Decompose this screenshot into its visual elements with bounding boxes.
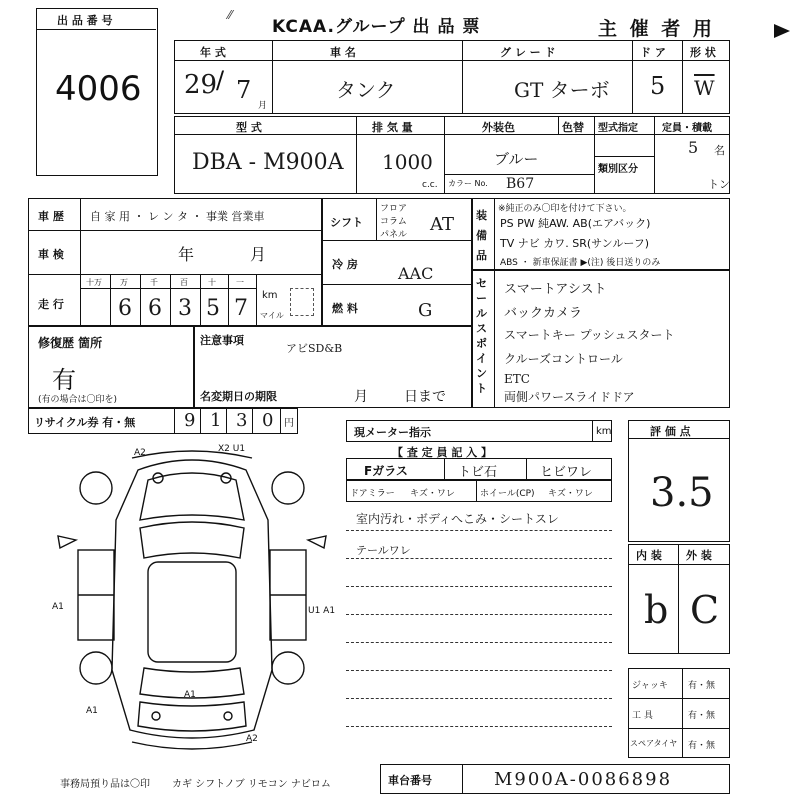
aircon-label: 冷 房 <box>332 258 358 271</box>
mirror-label: ドアミラー <box>350 489 395 499</box>
shift-label: シフト <box>330 216 363 229</box>
recycle-digit: 3 <box>236 410 248 431</box>
shape-value: $\overline{W}$ <box>694 76 715 100</box>
remark-line: 室内汚れ・ボディへこみ・シートスレ <box>356 512 559 526</box>
appraisal-header: 【 査 定 員 記 入 】 <box>392 446 492 459</box>
sales-point-item: スマートアシスト <box>504 282 607 297</box>
recycle-digit: 0 <box>262 410 274 431</box>
ton-unit: トン <box>708 178 730 191</box>
month-unit: 月 <box>258 101 268 111</box>
mark-bottom: A2 <box>246 734 258 744</box>
recycle-label: リサイクル券 有・無 <box>34 416 136 429</box>
mark-left: A1 <box>52 602 64 612</box>
meter-unit: km <box>596 426 612 437</box>
sales-point-item: クルーズコントロール <box>504 352 623 366</box>
equipment-label: 装 備 品 <box>476 209 487 262</box>
displacement-value: 1000 <box>382 150 433 174</box>
year-slash: / <box>216 66 225 94</box>
aircon-value: AAC <box>398 264 434 283</box>
digit-header-10k: 万 <box>120 278 128 287</box>
shift-option-column: コラム <box>380 217 407 227</box>
sheet-title: KCAA.グループ 出 品 票 <box>272 17 481 37</box>
mark-rear: A1 <box>184 690 196 700</box>
capacity-label: 定員・積載 <box>662 123 712 134</box>
lot-number: 4006 <box>55 69 142 109</box>
inspection-month-unit: 月 <box>250 245 267 264</box>
mileage-digit: 7 <box>234 296 248 321</box>
mark-right: U1 A1 <box>308 606 336 616</box>
mile-label: マイル <box>260 311 284 320</box>
name-change-day-unit: 日まで <box>404 389 446 405</box>
sales-point-item: バックカメラ <box>504 306 583 321</box>
tools-jack-value: 有・無 <box>688 681 716 691</box>
recycle-digit: 1 <box>210 410 222 431</box>
mark-rear2: A1 <box>86 706 98 716</box>
grade-value: GT ターボ <box>514 78 610 102</box>
lot-label: 出 品 番 号 <box>57 14 113 27</box>
mileage-digit: 3 <box>178 296 192 321</box>
chassis-label: 車台番号 <box>388 774 432 787</box>
wheel-label: ホイール(CP) <box>480 489 535 499</box>
tools-tool-value: 有・無 <box>688 711 716 721</box>
inspection-label: 車 検 <box>38 248 64 261</box>
year-value: 29 <box>184 70 218 100</box>
model-label: 型 式 <box>236 121 262 134</box>
score-label: 評 価 点 <box>650 425 691 438</box>
mileage-digit: 6 <box>118 296 132 321</box>
color-no-value: B67 <box>506 176 535 192</box>
fuel-label: 燃 料 <box>332 302 358 315</box>
shape-label: 形 状 <box>690 46 716 59</box>
month-value: 7 <box>236 76 252 104</box>
doors-value: 5 <box>650 72 666 100</box>
doors-label: ド ア <box>640 46 666 59</box>
lot-box <box>36 8 158 176</box>
notices-label: 注意事項 <box>200 334 244 347</box>
model-designation-label: 型式指定 <box>598 123 638 134</box>
dash-mark: ⁄⁄ <box>228 8 233 22</box>
mark-roof: X2 U1 <box>218 444 246 454</box>
displacement-label: 排 気 量 <box>372 121 413 134</box>
shift-option-panel: パネル <box>380 230 408 240</box>
mileage-label: 走 行 <box>38 298 64 311</box>
tools-spare-label: スペアタイヤ <box>630 739 678 748</box>
repair-label: 修復歴 箇所 <box>38 336 103 350</box>
mileage-digit: 6 <box>148 296 162 321</box>
recycle-digit: 9 <box>184 410 196 431</box>
car-name-value: タンク <box>336 78 396 102</box>
name-change-month-unit: 月 <box>354 389 368 405</box>
shift-option-floor: フロア <box>380 204 408 214</box>
equipment-line3: ABS ・ 新車保証書 ▶(注) 後日送りのみ <box>500 258 661 268</box>
mileage-checkbox[interactable] <box>290 288 314 316</box>
km-label: km <box>262 290 278 301</box>
shift-value: AT <box>430 214 455 235</box>
cc-unit: c.c. <box>422 180 438 190</box>
meter-label: 現メーター指示 <box>354 426 431 439</box>
car-name-label: 車 名 <box>330 46 356 59</box>
sales-point-item: ETC <box>504 372 530 386</box>
copy-label: 主 催 者 用 <box>598 18 715 40</box>
repair-note: (有の場合は〇印を) <box>38 395 118 405</box>
arrow-marker <box>774 24 790 38</box>
chip-label: トビ石 <box>458 465 498 480</box>
mark-front: A2 <box>134 448 146 458</box>
tools-jack-label: ジャッキ <box>632 681 668 691</box>
score-value: 3.5 <box>650 470 714 516</box>
history-options: 自 家 用 ・ レ ン タ ・ 事業 営業車 <box>90 210 265 223</box>
grade-label: グ レ ー ド <box>500 46 556 59</box>
inspection-year-unit: 年 <box>178 245 195 264</box>
chassis-value: M900A-0086898 <box>494 769 673 790</box>
tools-tool-label: 工 具 <box>632 711 653 721</box>
mirror-opts: キズ・ワレ <box>410 489 455 499</box>
digit-header-100: 百 <box>180 278 188 287</box>
digit-header-1: 一 <box>236 278 244 287</box>
sales-point-item: 両側パワースライドドア <box>504 390 635 404</box>
model-value: DBA - M900A <box>192 150 344 175</box>
exterior-label: 外 装 <box>686 549 712 562</box>
notices-value: アビSD&B <box>286 342 343 355</box>
equipment-line1: PS PW 純AW. AB(エアバック) <box>500 217 651 230</box>
capacity-value: 5 <box>688 138 699 157</box>
history-label: 車 歴 <box>38 210 64 223</box>
color-value: ブルー <box>494 150 539 168</box>
digit-header-100k: 十万 <box>86 278 102 287</box>
equipment-line2: TV ナビ カワ. SR(サンルーフ) <box>500 237 650 250</box>
f-glass-label: Fガラス <box>364 464 408 478</box>
category-label: 類別区分 <box>598 164 638 175</box>
exterior-value: C <box>690 588 720 632</box>
office-items: カギ シフトノブ リモコン ナビロム <box>172 779 331 790</box>
wheel-opts: キズ・ワレ <box>548 489 593 499</box>
repair-value: 有 <box>52 366 76 394</box>
interior-label: 内 装 <box>636 549 662 562</box>
crack-label: ヒビワレ <box>540 465 593 480</box>
mileage-digit: 5 <box>206 296 220 321</box>
ext-color-label: 外装色 <box>482 121 515 134</box>
sales-points-label: セールスポイント <box>476 277 487 395</box>
capacity-unit: 名 <box>714 144 725 157</box>
fuel-value: G <box>418 300 433 321</box>
sales-point-item: スマートキー プッシュスタート <box>504 328 675 342</box>
year-label: 年 式 <box>200 46 226 59</box>
remark-line: テールワレ <box>356 544 411 557</box>
equipment-note: ※純正のみ〇印を付けて下さい。 <box>498 204 632 214</box>
color-no-label: カラー No. <box>448 179 488 188</box>
recycle-unit: 円 <box>284 418 294 429</box>
digit-header-10: 十 <box>208 278 216 287</box>
office-items-label: 事務局預り品は〇印 <box>60 779 150 790</box>
name-change-label: 名変期日の期限 <box>200 390 277 403</box>
digit-header-1k: 千 <box>150 278 158 287</box>
tools-spare-value: 有・無 <box>688 741 716 751</box>
interior-value: b <box>644 588 669 632</box>
color-change-label: 色替 <box>562 121 584 134</box>
